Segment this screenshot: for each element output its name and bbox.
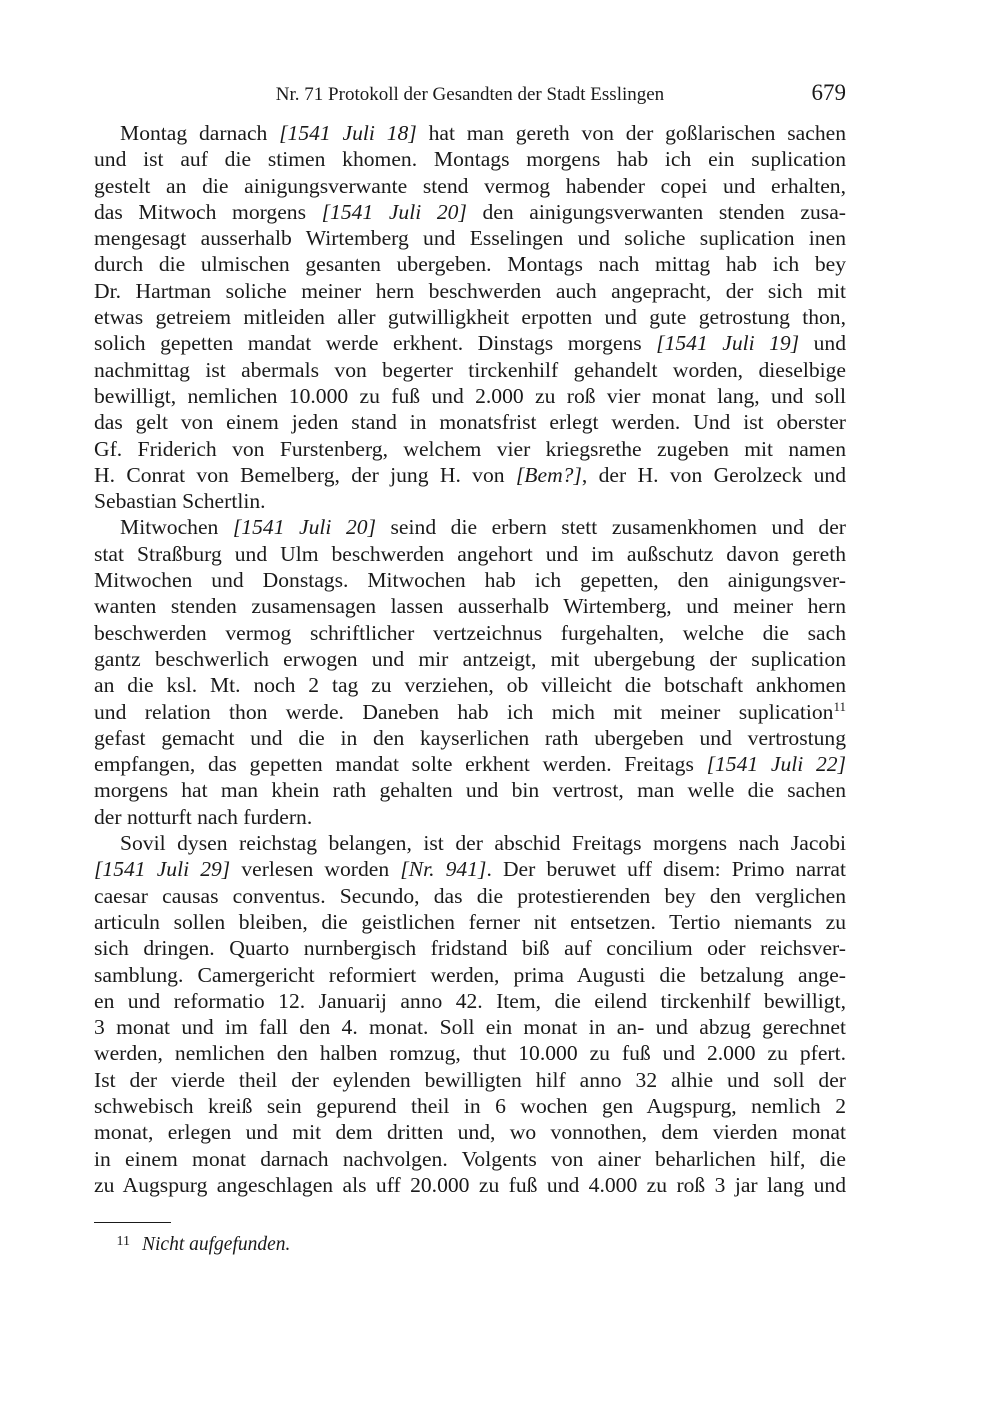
body-text — [94, 120, 846, 1198]
text-line: mengesagt ausserhalb Wirtemberg und Esselingen und soliche suplication inen — [94, 226, 846, 251]
text-line: das gelt von einem jeden stand in monatsfrist erlegt werden. Und ist oberster — [94, 410, 846, 435]
text-line: bewilligt, nemlichen 10.000 zu fuß und 2.000 zu roß vier monat lang, und soll — [94, 383, 846, 408]
text-line: solich gepetten mandat werde erkhent. Dinstags morgens [1541 Juli 19] und — [94, 331, 847, 356]
text-line: empfangen, das gepetten mandat solte erkhent werden. Freitags [1541 Juli 22] — [94, 752, 847, 777]
text-line: an die ksl. Mt. noch 2 tag zu verziehen, ob villeicht die botschaft ankhomen — [94, 673, 846, 698]
text-line: gefast gemacht und die in den kayserlichen rath ubergeben und vertrostung — [94, 725, 846, 750]
running-title: Nr. 71 Protokoll der Gesandten der Stadt Esslingen — [275, 84, 665, 105]
text-line: sich dringen. Quarto nurnbergisch fridstand biß auf concilium oder reichsver- — [94, 936, 846, 961]
text-line: zu Augspurg angeschlagen als uff 20.000 zu fuß und 4.000 zu roß 3 jar lang und — [94, 1172, 846, 1197]
text-line: gantz beschwerlich erwogen und mir antzeigt, mit ubergebung der suplication — [94, 646, 846, 671]
text-line: der notturft nach furdern. — [94, 804, 313, 829]
text-line: Gf. Friderich von Furstenberg, welchem vier kriegsrethe zugeben mit namen — [94, 436, 846, 461]
footnote-number: 11 — [116, 1234, 130, 1249]
text-line: das Mitwoch morgens [1541 Juli 20] den ainigungsverwanten stenden zusa- — [94, 199, 846, 224]
text-line: H. Conrat von Bemelberg, der jung H. von [Bem?], der H. von Gerolzeck und — [94, 462, 847, 487]
text-line: Mitwochen [1541 Juli 20] seind die erbern stett zusamenkhomen und der — [120, 515, 846, 540]
text-line: [1541 Juli 29] verlesen worden [Nr. 941]. Der beruwet uff disem: Primo narrat — [94, 857, 846, 882]
text-line: etwas getreiem mitleiden aller gutwilligkheit erpotten und gute getrostung thon, — [94, 305, 846, 330]
text-line: Sebastian Schertlin. — [94, 489, 266, 514]
text-line: schwebisch kreiß sein gepurend theil in 6 wochen gen Augspurg, nemlich 2 — [94, 1093, 846, 1118]
footnote — [94, 1229, 846, 1258]
text-line: und ist auf die stimen khomen. Montags morgens hab ich ein suplication — [94, 147, 846, 172]
text-line: monat, erlegen und mit dem dritten und, wo vonnothen, dem vierden monat — [94, 1120, 846, 1145]
text-line: gestelt an die ainigungsverwante stend vermog habender copei und erhalten, — [94, 173, 846, 198]
text-line: en und reformatio 12. Januarij anno 42. Item, die eilend tirckenhilf bewilligt, — [94, 988, 846, 1013]
text-line: Montag darnach [1541 Juli 18] hat man gereth von der goßlarischen sachen — [120, 121, 847, 145]
text-line: stat Straßburg und Ulm beschwerden angehort und im außschutz davon gereth — [94, 541, 846, 566]
text-line: in einem monat darnach nachvolgen. Volgents von ainer beharlichen hilf, die — [94, 1146, 846, 1171]
footnote-text: Nicht aufgefunden. — [142, 1234, 291, 1255]
page-number: 679 — [811, 80, 846, 105]
text-line: caesar causas conventus. Secundo, das die protestierenden bey den verglichen — [94, 883, 846, 908]
text-line: nachmittag ist abermals von begerter tirckenhilf gehandelt worden, dieselbige — [94, 357, 846, 382]
text-line: Dr. Hartman soliche meiner hern beschwerden auch angepracht, der sich mit — [94, 278, 846, 303]
text-line: und relation thon werde. Daneben hab ich mich mit meiner suplication$^{11}$ — [94, 698, 846, 724]
text-line: articuln sollen bleiben, die geistlichen ferner nit entsetzen. Tertio niemants zu — [94, 909, 846, 934]
page-header — [94, 80, 846, 110]
text-line: beschwerden vermog schriftlicher vertzeichnus furgehalten, welche die sach — [94, 620, 846, 645]
text-line: wanten stenden zusamensagen lassen ausserhalb Wirtemberg, und meiner hern — [94, 594, 846, 619]
text-line: werden, nemlichen den halben romzug, thut 10.000 zu fuß und 2.000 zu pfert. — [94, 1041, 846, 1066]
text-line: Sovil dysen reichstag belangen, ist der abschid Freitags morgens nach Jacobi — [120, 831, 846, 856]
text-line: samblung. Camergericht reformiert werden, prima Augusti die betzalung ange- — [94, 962, 846, 987]
text-line: Ist der vierde theil der eylenden bewilligten hilf anno 32 alhie und soll der — [94, 1067, 846, 1092]
text-line: durch die ulmischen gesanten ubergeben. Montags nach mittag hab ich bey — [94, 252, 846, 277]
text-line: morgens hat man khein rath gehalten und bin vertrost, man welle die sachen — [94, 778, 846, 803]
text-line: Mitwochen und Donstags. Mitwochen hab ich gepetten, den ainigungsver- — [94, 568, 846, 593]
footnote-rule — [94, 1222, 171, 1223]
text-line: 3 monat und im fall den 4. monat. Soll ein monat in an- und abzug gerechnet — [94, 1015, 846, 1040]
